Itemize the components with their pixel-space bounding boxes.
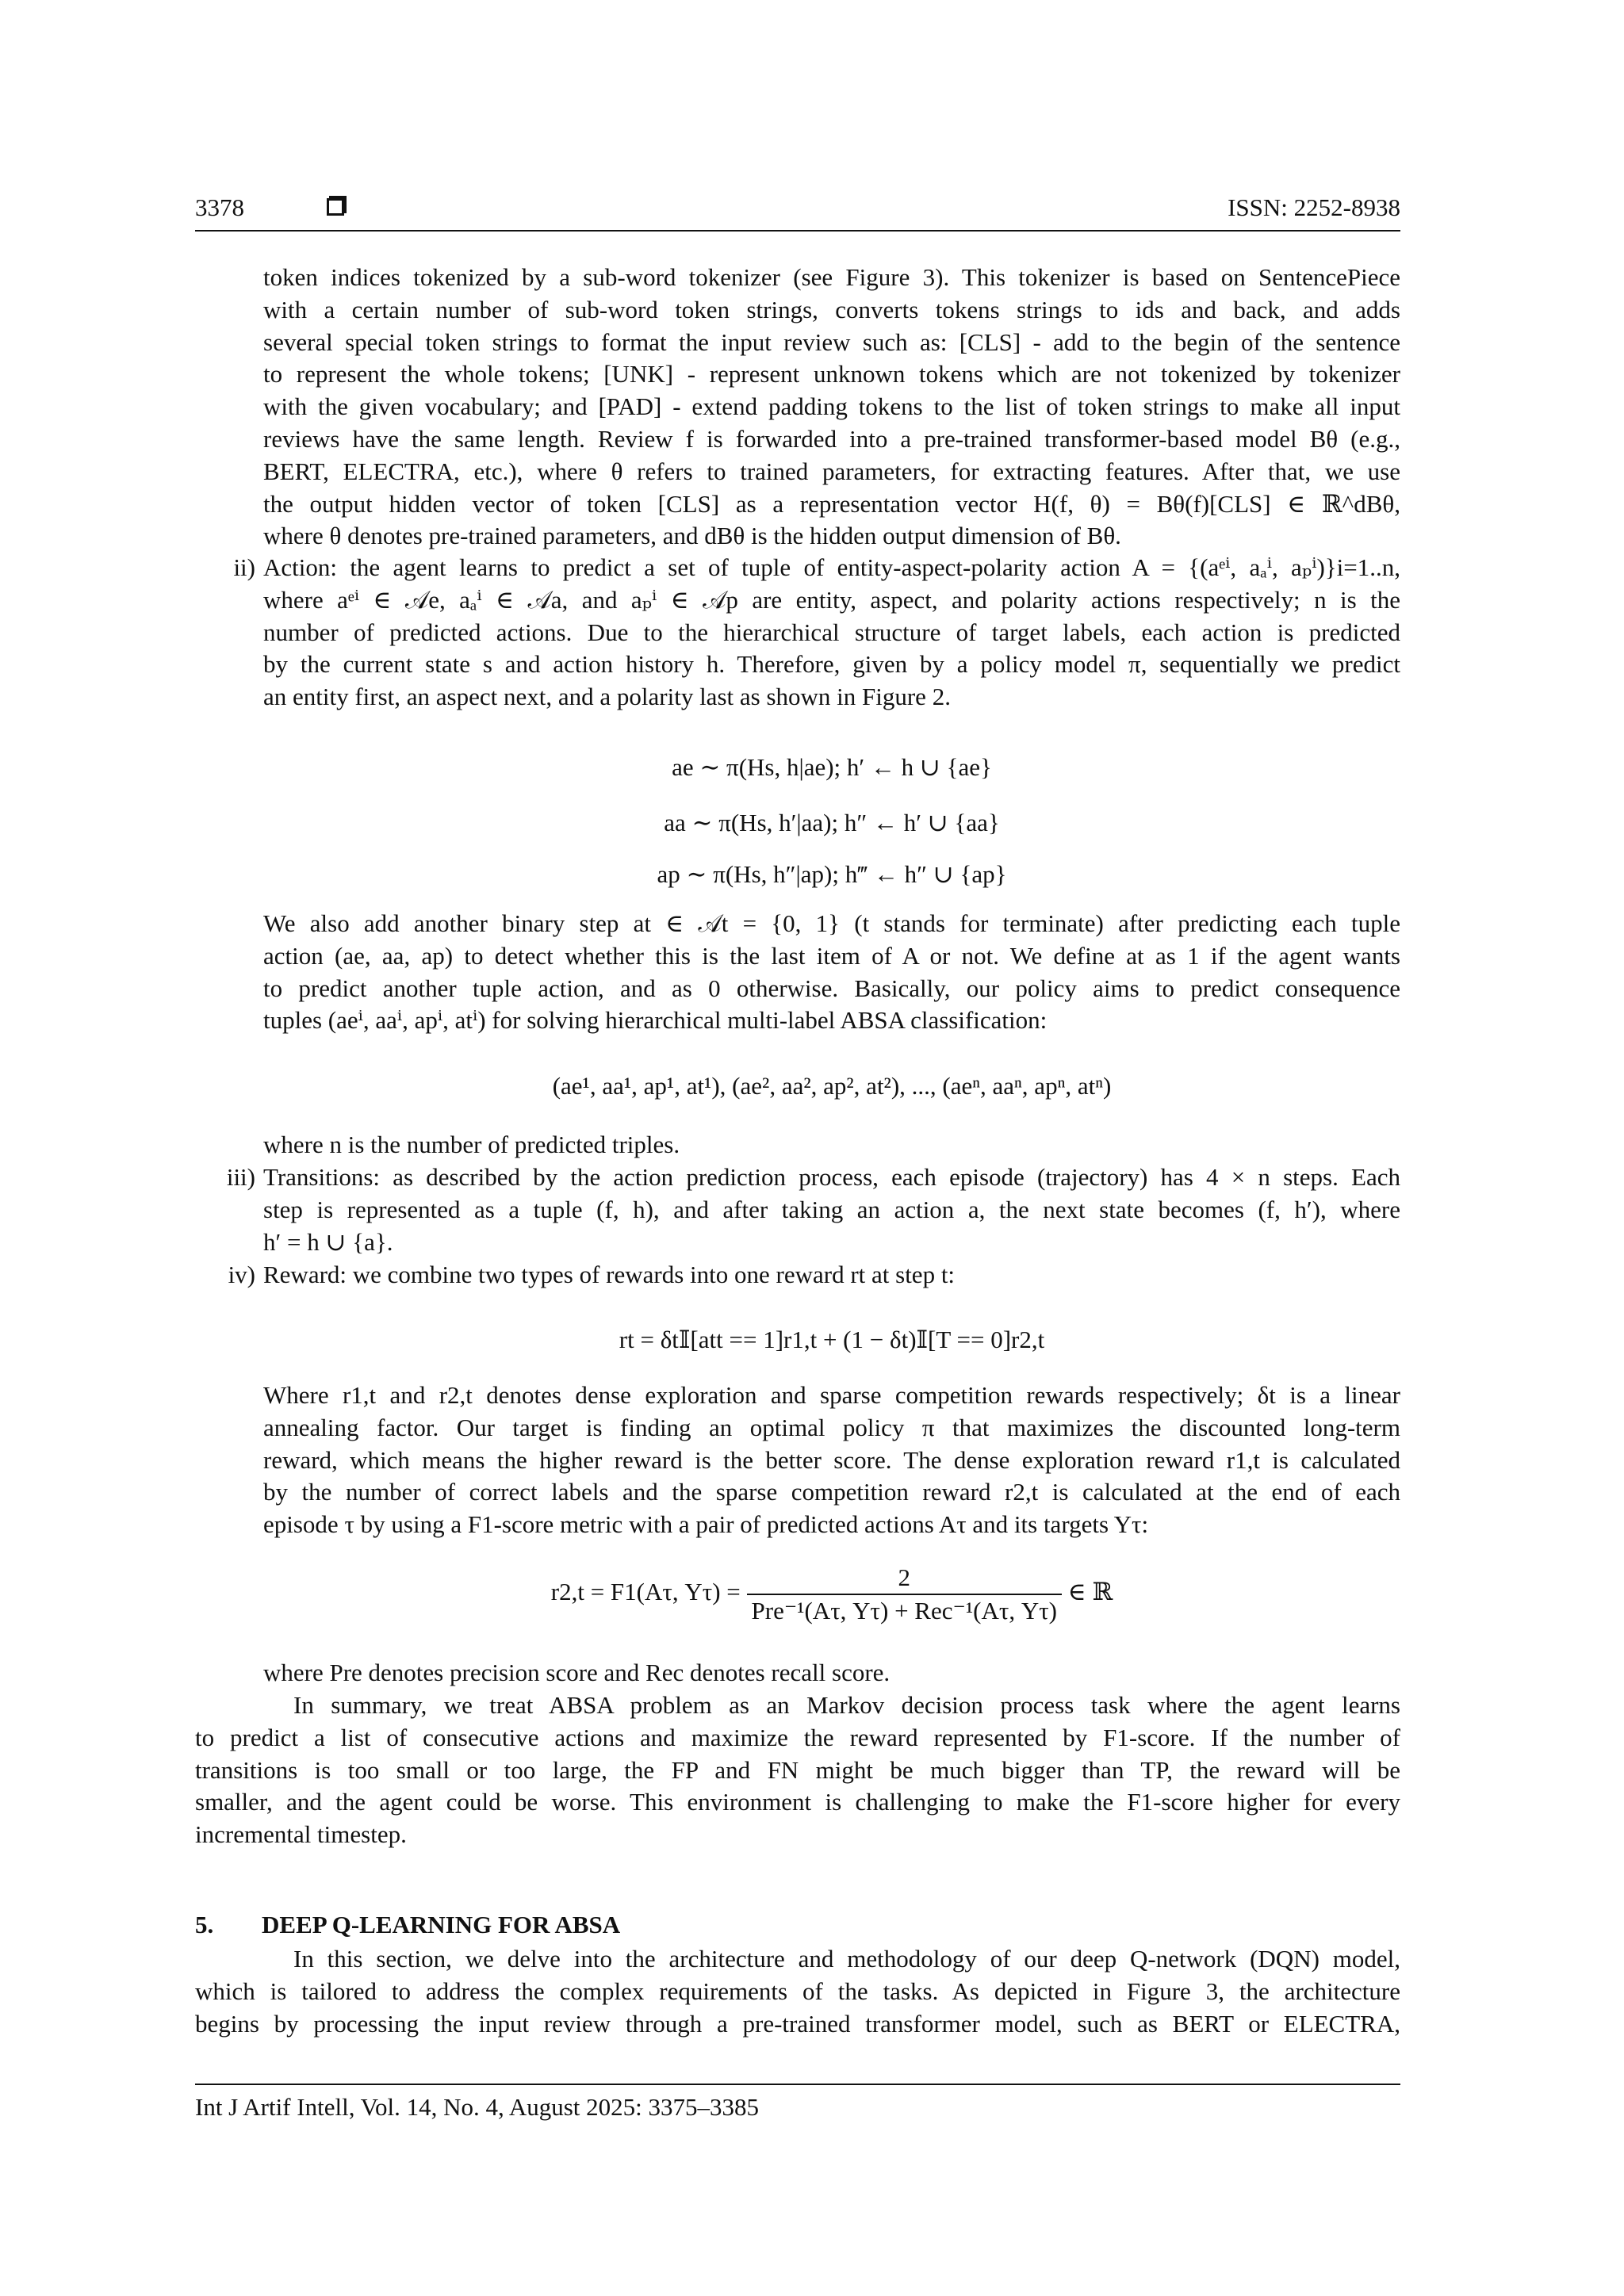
section-5-number: 5. bbox=[195, 1911, 214, 1938]
text-line: Where r1,t and r2,t denotes dense exploration and sparse competition rewards respectively; δt is a linear bbox=[263, 1381, 1400, 1409]
text-line: incremental timestep. bbox=[195, 1820, 407, 1849]
text-line: tuples (aeⁱ, aaⁱ, apⁱ, atⁱ) for solving hierarchical multi-label ABSA classification: bbox=[263, 1006, 1048, 1035]
text-line: to predict another tuple action, and as 0 otherwise. Basically, our policy aims to predict consequence bbox=[263, 974, 1400, 1002]
text-line: step is represented as a tuple (f, h), and after taking an action a, the next state becomes (f, h′), where bbox=[263, 1195, 1400, 1223]
text-line: the output hidden vector of token [CLS] as a representation vector H(f, θ) = Bθ(f)[CLS] ∈ ℝ^dBθ, bbox=[263, 489, 1400, 518]
text-line: Action: the agent learns to predict a set of tuple of entity-aspect-polarity action A = {(aᵉⁱ, aₐⁱ, aₚⁱ)}i=1..n, bbox=[263, 553, 1400, 581]
paragraph-where-pre: where Pre denotes precision score and Rec denotes recall score. bbox=[263, 1659, 891, 1686]
issn: ISSN: 2252-8938 bbox=[1228, 193, 1400, 221]
equation-polarity-action: ap ∼ π(Hs, h″|ap); h‴ ← h″ ∪ {ap} bbox=[657, 860, 1007, 888]
page-number: 3378 bbox=[195, 193, 244, 221]
text-line: Transitions: as described by the action prediction process, each episode (trajectory) has 4 × n steps. Each bbox=[263, 1163, 1400, 1191]
equation-f1-reward: r2,t = F1(Aτ, Yτ) = $\frac{2}{\text{Pre⁻¹(Aτ, Yτ) + Rec⁻¹(Aτ, Yτ)}}$ ∈ ℝ bbox=[263, 1562, 1400, 1627]
text-line: to represent the whole tokens; [UNK] - represent unknown tokens which are not tokenized by tokenizer bbox=[263, 360, 1400, 388]
text-line: smaller, and the agent could be worse. This environment is challenging to make the F1-score higher for every bbox=[195, 1788, 1400, 1816]
equation-aspect-action: aa ∼ π(Hs, h′|aa); h″ ← h′ ∪ {aa} bbox=[664, 809, 1000, 836]
item-label-iii: iii) bbox=[226, 1163, 255, 1191]
square-bullet-icon bbox=[327, 198, 344, 216]
text-line: several special token strings to format the input review such as: [CLS] - add to the begin of the sentence bbox=[263, 327, 1400, 356]
paragraph-binary-step bbox=[263, 908, 1400, 1037]
section-5-title: DEEP Q-LEARNING FOR ABSA bbox=[262, 1911, 621, 1938]
footer-citation: Int J Artif Intell, Vol. 14, No. 4, August 2025: 3375–3385 bbox=[195, 2093, 760, 2121]
text-line: with a certain number of sub-word token strings, converts tokens strings to ids and back, and adds bbox=[263, 295, 1400, 323]
equation-reward: rt = δt𝕀[att == 1]r1,t + (1 − δt)𝕀[T == 0]r2,t bbox=[619, 1326, 1045, 1353]
paragraph-state-description bbox=[263, 262, 1400, 553]
text-line: episode τ by using a F1-score metric with a pair of predicted actions Aτ and its targets Yτ: bbox=[263, 1510, 1149, 1539]
paragraph-where-n: where n is the number of predicted triples. bbox=[263, 1131, 680, 1158]
paragraph-reward-details bbox=[263, 1380, 1400, 1541]
text-line: begins by processing the input review through a pre-trained transformer model, such as BERT or ELECTRA, bbox=[195, 2009, 1400, 2038]
text-line: token indices tokenized by a sub-word tokenizer (see Figure 3). This tokenizer is based on SentencePiece bbox=[263, 263, 1400, 291]
paragraph-section-5 bbox=[195, 1943, 1400, 2040]
f1-fraction: $\frac{2}{\text{Pre⁻¹(Aτ, Yτ) + Rec⁻¹(Aτ, Yτ)}}$ bbox=[747, 1562, 1063, 1627]
text-line: number of predicted actions. Due to the hierarchical structure of target labels, each action is predicted bbox=[263, 618, 1400, 646]
text-line: where θ denotes pre-trained parameters, and dBθ is the hidden output dimension of Bθ. bbox=[263, 522, 1121, 550]
text-line: which is tailored to address the complex requirements of the tasks. As depicted in Figure 3, the architecture bbox=[195, 1976, 1400, 2005]
paragraph-reward: Reward: we combine two types of rewards into one reward rt at step t: bbox=[263, 1261, 956, 1288]
text-line: We also add another binary step at ∈ 𝒜t = {0, 1} (t stands for terminate) after predicting each tuple bbox=[263, 909, 1400, 937]
text-line: h′ = h ∪ {a}. bbox=[263, 1227, 393, 1256]
item-label-iv: iv) bbox=[228, 1261, 255, 1288]
text-line: with the given vocabulary; and [PAD] - extend padding tokens to the list of token strings to make all input bbox=[263, 392, 1400, 421]
paragraph-transitions bbox=[263, 1161, 1400, 1258]
text-line: action (ae, aa, ap) to detect whether this is the last item of A or not. We define at as 1 if the agent wants bbox=[263, 941, 1400, 970]
text-line: annealing factor. Our target is finding an optimal policy π that maximizes the discounted long-term bbox=[263, 1413, 1400, 1441]
text-line: reviews have the same length. Review f is forwarded into a pre-trained transformer-based model Bθ (e.g., bbox=[263, 424, 1400, 453]
page-header bbox=[195, 193, 1400, 232]
equation-action-tuples: (ae¹, aa¹, ap¹, at¹), (ae², aa², ap², at²), ..., (aeⁿ, aaⁿ, apⁿ, atⁿ) bbox=[552, 1072, 1112, 1100]
equation-entity-action: ae ∼ π(Hs, h|ae); h′ ← h ∪ {ae} bbox=[672, 753, 992, 781]
paragraph-action bbox=[263, 552, 1400, 714]
footer-rule bbox=[195, 2084, 1400, 2085]
text-line: transitions is too small or too large, the FP and FN might be much bigger than TP, the reward will be bbox=[195, 1755, 1400, 1784]
paragraph-summary bbox=[195, 1689, 1400, 1851]
text-line: by the number of correct labels and the sparse competition reward r2,t is calculated at the end of each bbox=[263, 1478, 1400, 1506]
item-label-ii: ii) bbox=[233, 553, 255, 581]
text-line: BERT, ELECTRA, etc.), where θ refers to trained parameters, for extracting features. After that, we use bbox=[263, 457, 1400, 485]
text-line: reward, which means the higher reward is the better score. The dense exploration reward r1,t is calculated bbox=[263, 1445, 1400, 1474]
text-line: In summary, we treat ABSA problem as an Markov decision process task where the agent learns bbox=[293, 1691, 1400, 1719]
text-line: by the current state s and action history h. Therefore, given by a policy model π, sequentially we predict bbox=[263, 650, 1400, 679]
text-line: an entity first, an aspect next, and a polarity last as shown in Figure 2. bbox=[263, 683, 951, 711]
text-line: to predict a list of consecutive actions and maximize the reward represented by F1-score. If the number of bbox=[195, 1723, 1400, 1751]
text-line: In this section, we delve into the architecture and methodology of our deep Q-network (DQN) model, bbox=[293, 1945, 1400, 1973]
text-line: where aᵉⁱ ∈ 𝒜e, aₐⁱ ∈ 𝒜a, and aₚⁱ ∈ 𝒜p are entity, aspect, and polarity actions respectively; n is the bbox=[263, 585, 1400, 614]
